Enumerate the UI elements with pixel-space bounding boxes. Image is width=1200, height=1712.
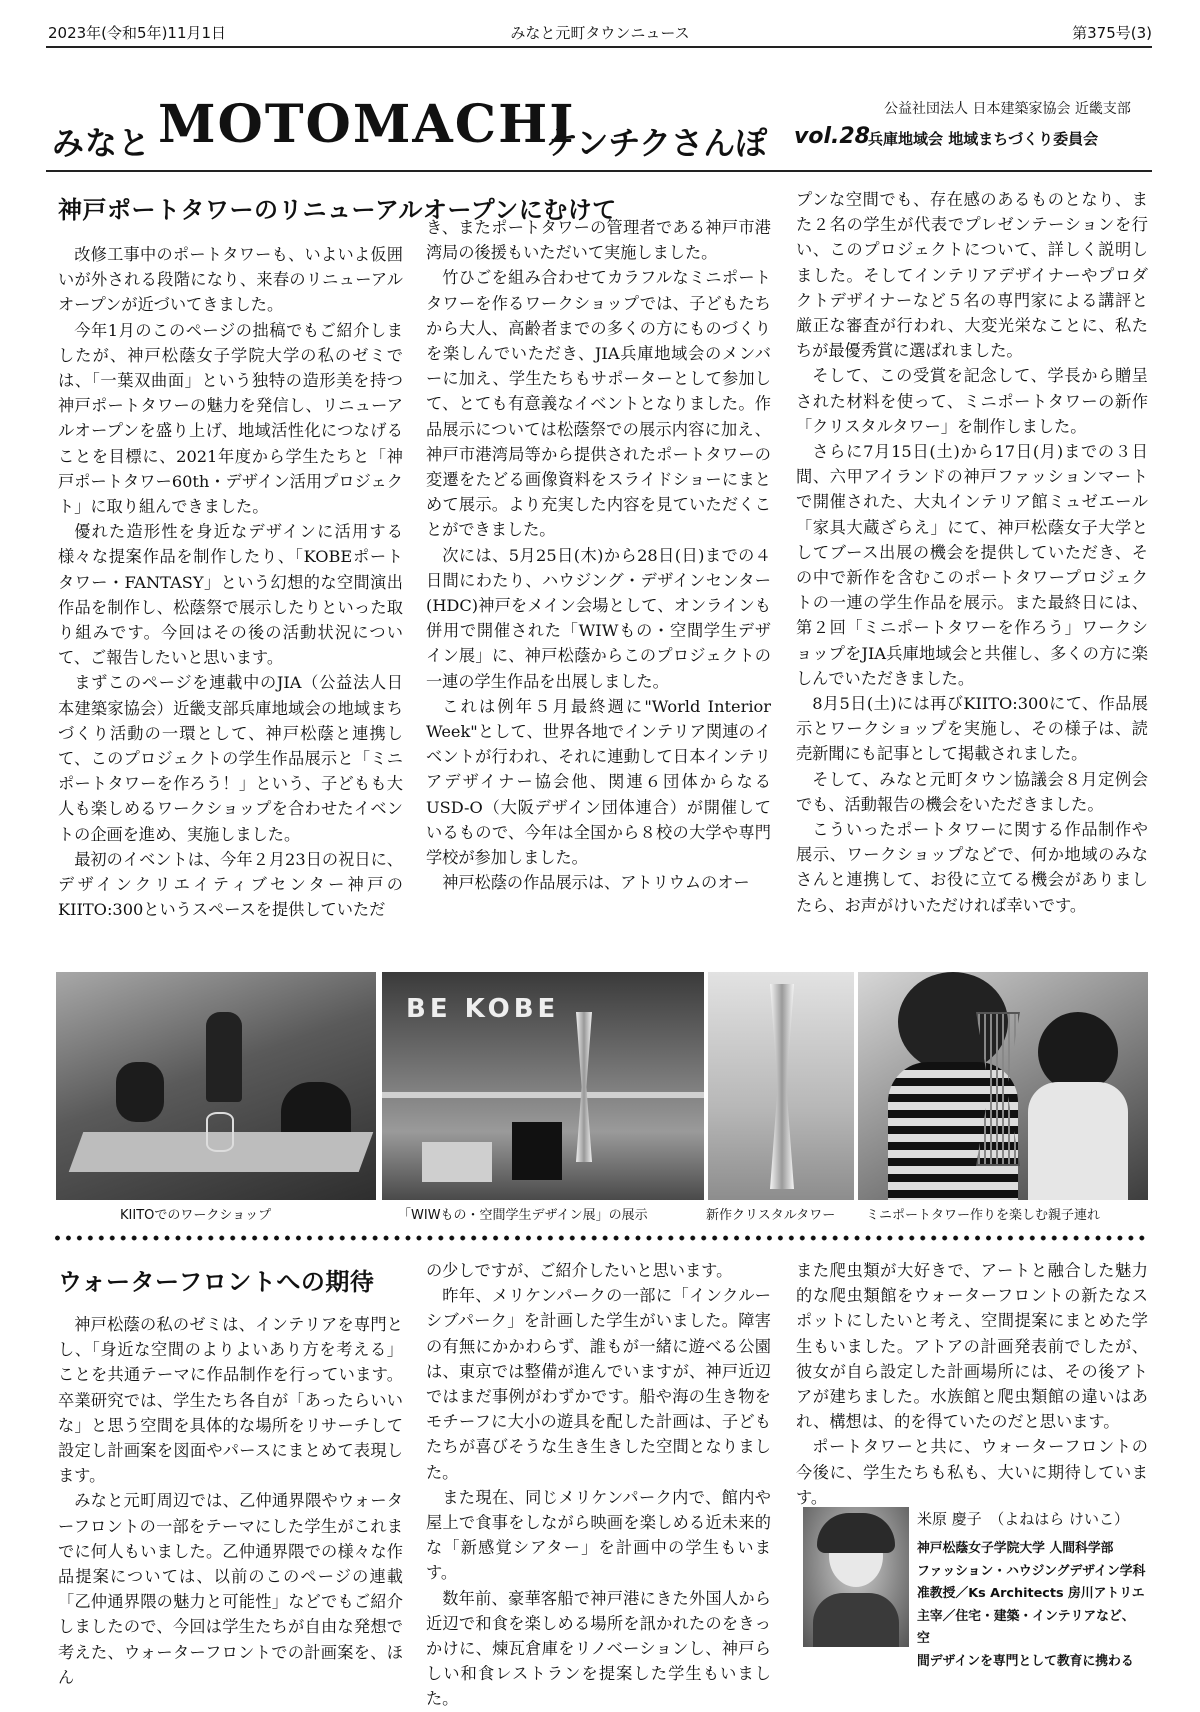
- masthead-minato: みなと: [52, 124, 152, 162]
- paragraph: ポートタワーと共に、ウォーターフロントの今後に、学生たちも私も、大いに期待しています。: [796, 1437, 1148, 1507]
- article2-column-2: [426, 1258, 771, 1712]
- paragraph: 次には、5月25日(木)から28日(日)までの４日間にわたり、ハウジング・デザインセンター(HDC)神戸をメイン会場として、オンラインも併用で開催された「WIWもの・空間学生デザイン展」に、神戸松蔭からこのプロジェクトの一連の学生作品を出展しました。: [426, 545, 771, 691]
- paragraph: また現在、同じメリケンパーク内で、館内や屋上で食事をしながら映画を楽しめる近未来的な「新感覚シアター」を計画中の学生もいます。: [426, 1487, 771, 1583]
- affiliation-line: 間デザインを専門として教育に携わる: [917, 1653, 1134, 1669]
- author-affiliation: [917, 1538, 1147, 1674]
- masthead-kenchiku-sanpo: ケンチクさんぽ: [546, 124, 768, 162]
- photo-kiito-workshop: [56, 972, 376, 1200]
- crystal-tower: [770, 984, 794, 1189]
- masthead-org-sub: 兵庫地域会 地域まちづくり委員会: [868, 130, 1099, 148]
- paragraph: 今年1月のこのページの拙稿でもご紹介しましたが、神戸松蔭女子学院大学の私のゼミでは、「一葉双曲面」という独特の造形美を持つ神戸ポートタワーの魅力を発信し、リニューアルオープンを盛り上げ、地域活性化につなげることを目標に、2021年度から学生たちと「神戸ポートタワー60th・デザイン活用プロジェクト」に取り組んできました。: [58, 320, 403, 517]
- paragraph: 神戸松蔭の作品展示は、アトリウムのオー: [442, 873, 750, 893]
- photo-crystal-tower: [708, 972, 854, 1200]
- affiliation-line: ファッション・ハウジングデザイン学科: [917, 1563, 1146, 1579]
- paragraph: そして、この受賞を記念して、学長から贈呈された材料を使って、ミニポートタワーの新作「クリスタルタワー」を制作しました。: [796, 366, 1148, 436]
- paragraph: 昨年、メリケンパークの一部に「インクルーシブパーク」を計画した学生がいました。障害の有無にかかわらず、誰もが一緒に遊べる公園は、東京では整備が進んでいますが、神戸近辺ではまだ事例がわずかです。船や海の生き物をモチーフに大小の遊具を配した計画は、子どもたちが喜びそうな生き生きした空間となりました。: [426, 1286, 771, 1482]
- masthead-org: 公益社団法人 日本建築家協会 近畿支部: [884, 101, 1131, 117]
- article2-title: ウォーターフロントへの期待: [58, 1268, 375, 1296]
- paragraph: また爬虫類が大好きで、アートと融合した魅力的な爬虫類館をウォーターフロントの新たなスポットにしたいと考え、空間提案にまとめた学生もいました。アトアの計画発表前でしたが、彼女が自ら設定した計画場所には、その後アトアが建ちました。水族館と爬虫類館の違いはあれ、構想は、的を得ていたのだと思います。: [796, 1261, 1148, 1432]
- masthead: [46, 84, 1152, 172]
- paragraph: こういったポートタワーに関する作品制作や展示、ワークショップなどで、何か地域のみなさんと連携して、お役に立てる機会がありましたら、お声がけいただければ幸いです。: [796, 820, 1148, 915]
- paragraph: まずこのページを連載中のJIA（公益法人日本建築家協会）近畿支部兵庫地域会の地域まちづくり活動の一環として、神戸松蔭と連携して、このプロジェクトの学生作品展示と「ミニポートタワーを作ろう！」という、子どもも大人も楽しめるワークショップを合わせたイベントの企画を進め、実施しました。: [58, 673, 403, 844]
- paragraph: 神戸松蔭の私のゼミは、インテリアを専門とし、「身近な空間のよりよいあり方を考える」ことを共通テーマに作品制作を行っています。卒業研究では、学生たち各自が「あったらいいな」と思う空間を具体的な場所をリサーチして設定し計画案を図面やパースにまとめて表現します。: [58, 1315, 403, 1486]
- photo-parent-child: [858, 972, 1148, 1200]
- paragraph: 優れた造形性を身近なデザインに活用する様々な提案作品を制作したり、「KOBEポートタワー・FANTASY」という幻想的な空間演出作品を制作し、松蔭祭で展示したりといった取り組みです。今回はその後の活動状況について、ご報告したいと思います。: [58, 522, 403, 668]
- caption-wiw: 「WIWもの・空間学生デザイン展」の展示: [398, 1208, 648, 1223]
- caption-crystal: 新作クリスタルタワー: [706, 1208, 836, 1223]
- article2-column-3: [796, 1258, 1148, 1510]
- issue-number: 第375号(3): [1072, 24, 1152, 42]
- header-rule: [46, 46, 1152, 48]
- issue-date: 2023年(令和5年)11月1日: [48, 24, 227, 42]
- article2-column-1: [58, 1312, 403, 1690]
- author-portrait: [803, 1507, 909, 1647]
- masthead-rule: [46, 170, 1152, 172]
- paragraph: き、またポートタワーの管理者である神戸市港湾局の後援もいただいて実施しました。: [426, 218, 771, 263]
- paragraph: の少しですが、ご紹介したいと思います。: [426, 1261, 733, 1280]
- paragraph: 8月5日(土)には再びKIITO:300にて、作品展示とワークショップを実施し、その様子は、読売新聞にも記事として掲載されました。: [796, 694, 1148, 764]
- affiliation-line: 准教授／Ks Architects 房川アトリエ: [917, 1586, 1145, 1602]
- paragraph: 数年前、豪華客船で神戸港にきた外国人から近辺で和食を楽しめる場所を訊かれたのをきっかけに、煉瓦倉庫をリノベーションし、神戸らしい和食レストランを提案した学生もいました。: [426, 1588, 771, 1709]
- article1-column-2: [426, 215, 771, 895]
- caption-family: ミニポートタワー作りを楽しむ親子連れ: [866, 1208, 1101, 1223]
- paragraph: みなと元町周辺では、乙仲通界隈やウォーターフロントの一部をテーマにした学生がこれまでに何人もいました。乙仲通界隈での様々な作品提案については、以前のこのページの連載「乙仲通界隈の魅力と可能性」などでもご紹介しましたので、今回は学生たちが自由な発想で考えた、ウォーターフロントでの計画案を、ほん: [58, 1491, 403, 1687]
- paragraph: 改修工事中のポートタワーも、いよいよ仮囲いが外される段階になり、来春のリニューアルオープンが近づいてきました。: [58, 245, 403, 315]
- paragraph: さらに7月15日(土)から17日(月)までの３日間、六甲アイランドの神戸ファッションマートで開催された、大丸インテリア館ミュゼエール「家具大蔵ざらえ」にて、神戸松蔭女子大学としてブース出展の機会を提供していただき、その中で新作を含むこのポートタワープロジェクトの一連の学生作品を展示。また最終日には、第２回「ミニポートタワーを作ろう」ワークショップをJIA兵庫地域会と共催し、多くの方に楽しんでいただきました。: [796, 442, 1148, 688]
- masthead-vol: vol.28: [794, 124, 870, 149]
- photo-wiw-exhibition: [382, 972, 704, 1200]
- article1-column-3: [796, 187, 1148, 918]
- article1-title: 神戸ポートタワーのリニューアルオープンにむけて: [58, 196, 617, 224]
- affiliation-line: 神戸松蔭女子学院大学 人間科学部: [917, 1541, 1114, 1556]
- paragraph: そして、みなと元町タウン協議会８月定例会でも、活動報告の機会をいただきました。: [796, 769, 1148, 814]
- caption-kiito: KIITOでのワークショップ: [120, 1208, 272, 1223]
- paragraph: 最初のイベントは、今年２月23日の祝日に、デザインクリエイティブセンター神戸のKIITO:300というスペースを提供していただ: [58, 849, 403, 920]
- paragraph: プンな空間でも、存在感のあるものとなり、また２名の学生が代表でプレゼンテーションを行い、このプロジェクトについて、詳しく説明しました。そしてインテリアデザイナーやプロダクトデザイナーなど５名の専門家による講評と厳正な審査が行われ、大変光栄なことに、私たちが最優秀賞に選ばれました。: [796, 190, 1148, 361]
- author-name: 米原 慶子 （よねはら けいこ）: [917, 1510, 1130, 1528]
- article1-column-1: [58, 242, 403, 922]
- paper-name: みなと元町タウンニュース: [510, 24, 690, 42]
- paragraph: これは例年５月最終週に"World Interior Week"として、世界各地でインテリア関連のイベントが行われ、それに連動して日本インテリアデザイナー協会他、関連６団体からなるUSD-O（大阪デザイン団体連合）が開催しているもので、今年は全国から８校の大学や専門学校が参加しました。: [426, 696, 771, 868]
- masthead-logo-text: MOTOMACHI: [158, 94, 576, 155]
- affiliation-line: 主宰／住宅・建築・インテリアなど、空: [917, 1608, 1135, 1647]
- paragraph: 竹ひごを組み合わせてカラフルなミニポートタワーを作るワークショップでは、子どもたちから大人、高齢者までの多くの方にものづくりを楽しんでいただき、JIA兵庫地域会のメンバーに加え、学生たちもサポーターとして参加して、とても有意義なイベントとなりました。作品展示については松蔭祭での展示内容に加え、神戸市港湾局等から提供されたポートタワーの変遷をたどる画像資料をスライドショーにまとめて展示。より充実した内容を見ていただくことができました。: [426, 268, 771, 540]
- dotted-divider: [52, 1234, 1148, 1242]
- be-kobe-sign: BE KOBE: [406, 994, 560, 1024]
- masthead-logo: [158, 94, 576, 155]
